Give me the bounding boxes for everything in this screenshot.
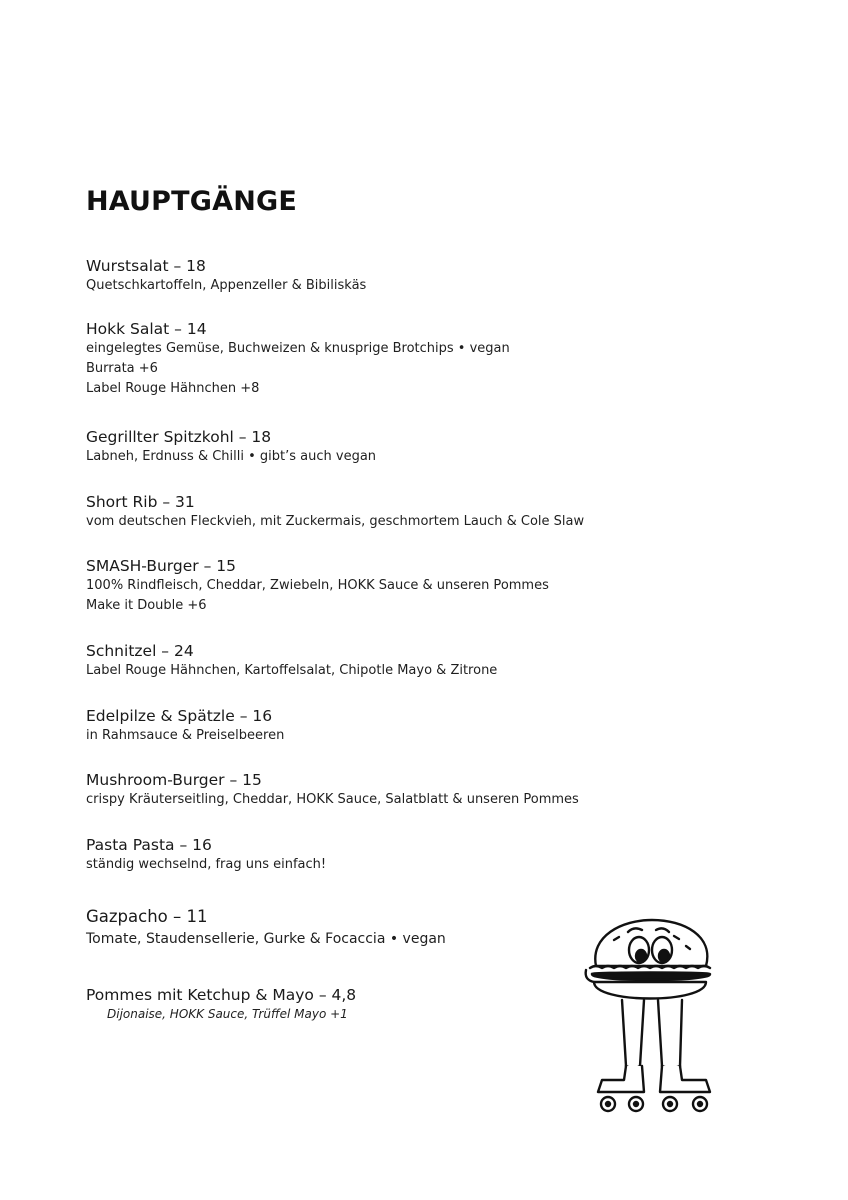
item-extra: Burrata +6 (86, 361, 158, 376)
item-extra: Label Rouge Hähnchen +8 (86, 381, 260, 396)
item-extra: Make it Double +6 (86, 598, 207, 613)
menu-item-short-rib (86, 492, 584, 532)
item-description: crispy Kräuterseitling, Cheddar, HOKK Sauce, Salatblatt & unseren Pommes (86, 792, 579, 807)
item-title: Schnitzel – 24 (86, 642, 194, 660)
item-description: ständig wechselnd, frag uns einfach! (86, 857, 327, 872)
burger-mascot-icon (582, 916, 717, 1116)
item-title: Short Rib – 31 (86, 493, 195, 511)
item-title: Edelpilze & Spätzle – 16 (86, 707, 273, 725)
menu-item-gazpacho (86, 906, 446, 950)
menu-item-wurstsalat (86, 256, 366, 296)
item-title: Pasta Pasta – 16 (86, 836, 212, 854)
menu-item-pommes (86, 985, 356, 1023)
item-description: 100% Rindfleisch, Cheddar, Zwiebeln, HOKK Sauce & unseren Pommes (86, 578, 549, 593)
page-title: HAUPTGÄNGE (86, 186, 298, 217)
item-title: Gazpacho – 11 (86, 907, 208, 926)
menu-item-pasta (86, 835, 326, 875)
item-title: Hokk Salat – 14 (86, 320, 207, 338)
item-description: eingelegtes Gemüse, Buchweizen & knusprige Brotchips • vegan (86, 341, 510, 356)
item-title: Pommes mit Ketchup & Mayo – 4,8 (86, 986, 357, 1004)
item-description: Label Rouge Hähnchen, Kartoffelsalat, Chipotle Mayo & Zitrone (86, 663, 498, 678)
item-title: SMASH-Burger – 15 (86, 557, 236, 575)
item-description: vom deutschen Fleckvieh, mit Zuckermais, geschmortem Lauch & Cole Slaw (86, 514, 585, 529)
menu-item-edelpilze (86, 706, 284, 746)
menu-item-schnitzel (86, 641, 497, 681)
item-note: Dijonaise, HOKK Sauce, Trüffel Mayo +1 (107, 1007, 348, 1021)
item-description: Tomate, Staudensellerie, Gurke & Focaccia • vegan (86, 931, 446, 947)
item-description: Labneh, Erdnuss & Chilli • gibt’s auch vegan (86, 449, 377, 464)
menu-item-hokk-salat (86, 319, 510, 399)
item-title: Gegrillter Spitzkohl – 18 (86, 428, 272, 446)
item-description: Quetschkartoffeln, Appenzeller & Bibiliskäs (86, 278, 367, 293)
menu-item-mushroom-burger (86, 770, 579, 810)
item-title: Wurstsalat – 18 (86, 257, 206, 275)
item-title: Mushroom-Burger – 15 (86, 771, 262, 789)
menu-item-smash-burger (86, 556, 549, 616)
menu-item-spitzkohl (86, 427, 376, 467)
item-description: in Rahmsauce & Preiselbeeren (86, 728, 285, 743)
